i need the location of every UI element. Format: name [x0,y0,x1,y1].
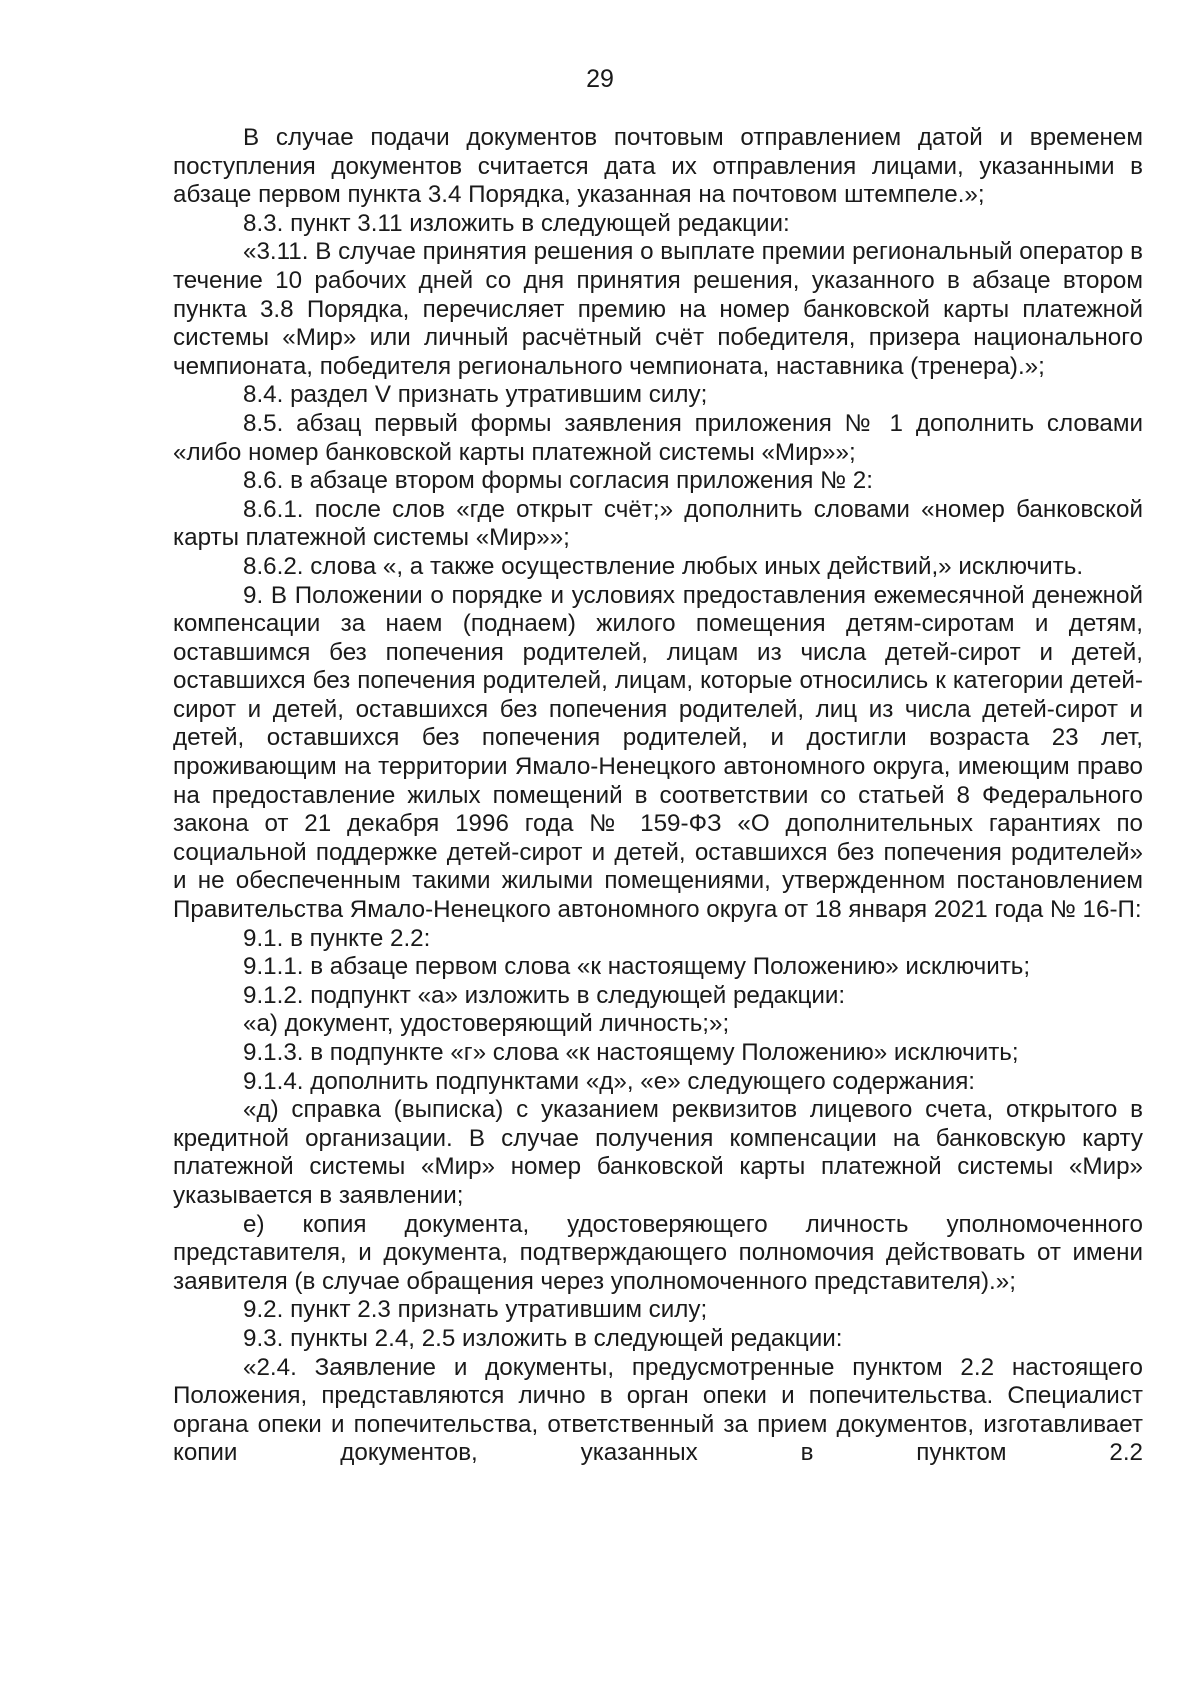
paragraph: 9.1.4. дополнить подпунктами «д», «е» следующего содержания: [243,1067,976,1095]
page-number: 29 [586,65,614,93]
paragraph: 9.3. пункты 2.4, 2.5 изложить в следующей редакции: [243,1324,843,1352]
paragraph: «3.11. В случае принятия решения о выплате премии региональный оператор в течение 10 рабочих дней со дня принятия решения, указанного в абзаце втором пункта 3.8 Порядка, перечисляет премию на номер банковской карты платежной системы «Мир» или личный расчётный счёт победителя, призера национального чемпионата, победителя регионального чемпионата, наставника (тренера).»; [173,238,1143,380]
paragraph: 8.6.2. слова «, а также осуществление любых иных действий,» исключить. [243,552,1084,580]
paragraph: 8.4. раздел V признать утратившим силу; [243,381,708,409]
paragraph: е) копия документа, удостоверяющего личность уполномоченного представителя, и документа, подтверждающего полномочия действовать от имени заявителя (в случае обращения через уполномоченного представителя).»; [173,1210,1143,1295]
paragraph: 9.2. пункт 2.3 признать утратившим силу; [243,1296,708,1324]
paragraph: 9.1.2. подпункт «а» изложить в следующей редакции: [243,981,846,1009]
paragraph: 8.6.1. после слов «где открыт счёт;» дополнить словами «номер банковской карты платежной системы «Мир»»; [173,495,1143,552]
paragraph: В случае подачи документов почтовым отправлением датой и временем поступления документов считается дата их отправления лицами, указанными в абзаце первом пункта 3.4 Порядка, указанная на почтовом штемпеле.»; [173,124,1143,209]
paragraph: 8.6. в абзаце втором формы согласия приложения № 2: [243,467,873,495]
paragraph: «д) справка (выписка) с указанием реквизитов лицевого счета, открытого в кредитной организации. В случае получения компенсации на банковскую карту платежной системы «Мир» номер банковской карты платежной системы «Мир» указывается в заявлении; [173,1096,1143,1209]
paragraph: 9. В Положении о порядке и условиях предоставления ежемесячной денежной компенсации за наем (поднаем) жилого помещения детям-сиротам и детям, оставшимся без попечения родителей, лицам из числа детей-сирот и детей, оставшихся без попечения родителей, лицам, которые относились к категории детей-сирот и детей, оставшихся без попечения родителей, лиц из числа детей-сирот и детей, оставшихся без попечения родителей, и достигли возраста 23 лет, проживающим на территории Ямало-Ненецкого автономного округа, имеющим право на предоставление жилых помещений в соответствии со статьей 8 Федерального закона от 21 декабря 1996 года № 159-ФЗ «О дополнительных гарантиях по социальной поддержке детей-сирот и детей, оставшихся без попечения родителей» и не обеспеченным такими жилыми помещениями, утвержденном постановлением Правительства Ямало-Ненецкого автономного округа от 18 января 2021 года № 16-П: [173,581,1143,924]
paragraph: 9.1.3. в подпункте «г» слова «к настоящему Положению» исключить; [243,1039,1019,1066]
document-body [173,124,1143,1468]
paragraph: 8.5. абзац первый формы заявления приложения № 1 дополнить словами «либо номер банковской карты платежной системы «Мир»»; [173,409,1143,466]
paragraph: 9.1.1. в абзаце первом слова «к настоящему Положению» исключить; [243,953,1031,981]
paragraph: 8.3. пункт 3.11 изложить в следующей редакции: [243,209,790,237]
paragraph: 9.1. в пункте 2.2: [243,924,431,952]
paragraph: «а) документ, удостоверяющий личность;»; [243,1010,730,1038]
paragraph: «2.4. Заявление и документы, предусмотренные пунктом 2.2 настоящего Положения, представляются лично в орган опеки и попечительства. Специалист органа опеки и попечительства, ответственный за прием документов, изготавливает копии документов, указанных в пунктом 2.2 [173,1353,1143,1467]
